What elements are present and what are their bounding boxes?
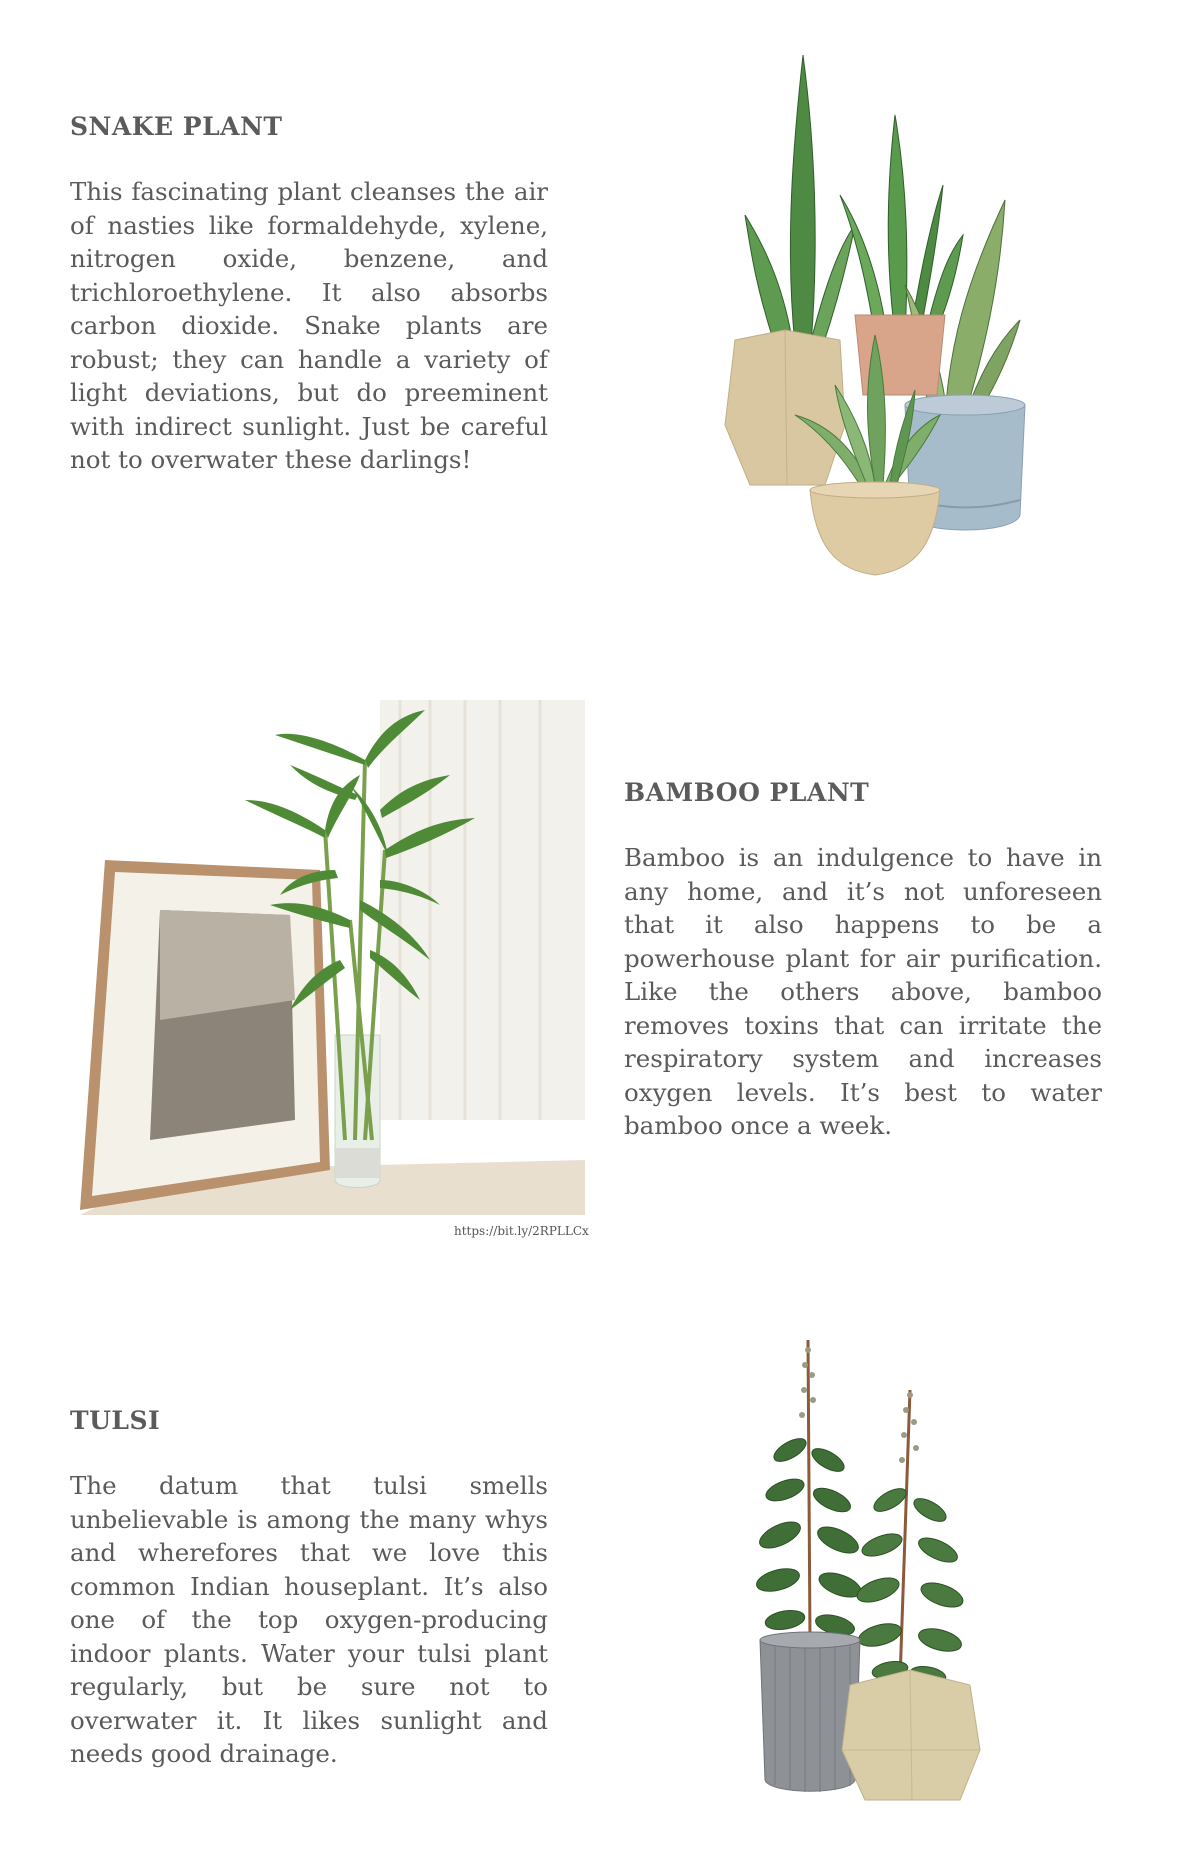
bamboo-photo-caption: https://bit.ly/2RPLLCx xyxy=(454,1224,589,1238)
snake-plant-text xyxy=(70,112,548,477)
tulsi-plant-illustration xyxy=(750,1340,1010,1810)
bamboo-plant-description: Bamboo is an indulgence to have in any home, and it’s not unforeseen that it also happens to be a powerhouse plant for air purification. Like the others above, bamboo removes toxins that can irritate the respiratory system and increases oxygen levels. It’s best to water bamboo once a week. xyxy=(624,843,1102,1140)
snake-plant-description: This fascinating plant cleanses the air of nasties like formaldehyde, xylene, nitrogen oxide, benzene, and trichloroethylene. It also absorbs carbon dioxide. Snake plants are robust; they can handle a variety of light deviations, but do preeminent with indirect sunlight. Just be careful not to overwater these darlings! xyxy=(70,177,548,474)
tulsi-title: TULSI xyxy=(70,1406,161,1435)
bamboo-photo xyxy=(80,700,585,1215)
bamboo-plant-title: BAMBOO PLANT xyxy=(624,778,870,807)
snake-plant-illustration xyxy=(715,45,1045,580)
tulsi-text xyxy=(70,1406,548,1771)
bamboo-plant-text xyxy=(624,778,1102,1143)
tulsi-description: The datum that tulsi smells unbelievable is among the many whys and wherefores that we love this common Indian houseplant. It’s also one of the top oxygen-producing indoor plants. Water your tulsi plant regularly, but be sure not to overwater it. It likes sunlight and needs good drainage. xyxy=(70,1471,548,1768)
snake-plant-title: SNAKE PLANT xyxy=(70,112,283,141)
